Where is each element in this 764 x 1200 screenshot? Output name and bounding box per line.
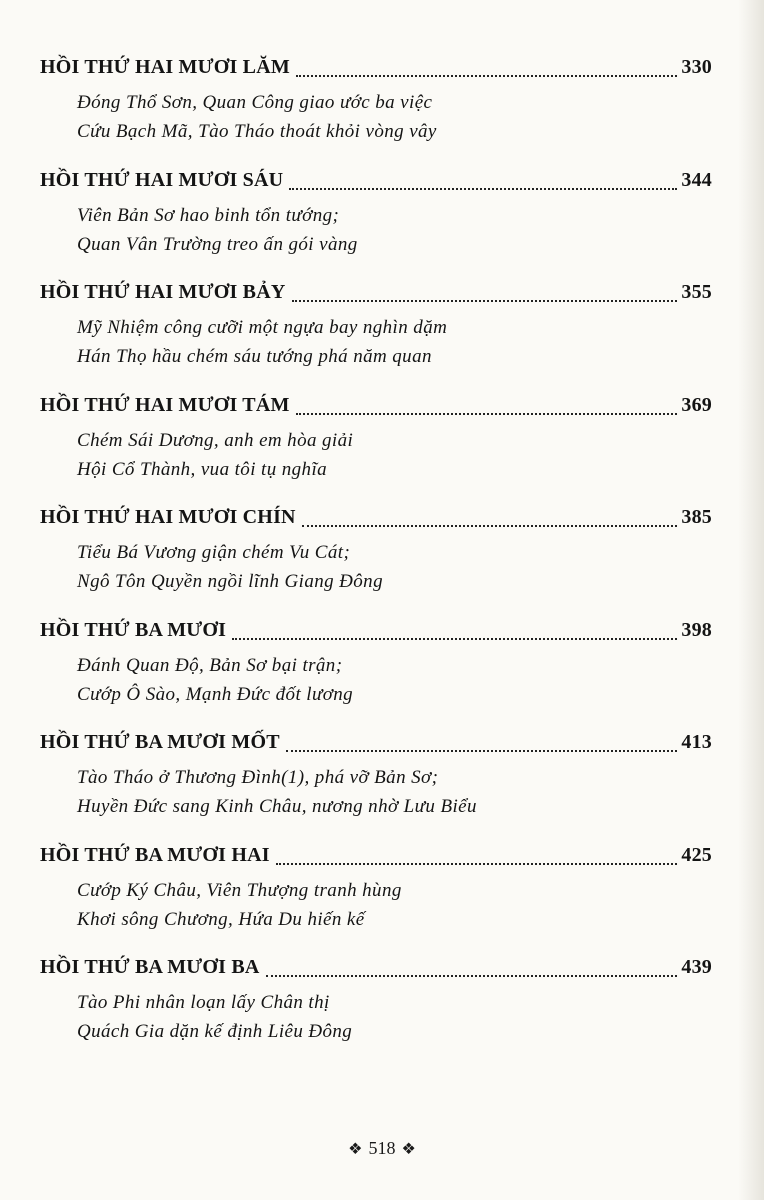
summary-line: Cướp Ký Châu, Viên Thượng tranh hùng bbox=[77, 879, 402, 901]
chapter-title: HỒI THỨ BA MƯƠI HAI bbox=[40, 843, 270, 866]
dot-leader bbox=[266, 975, 678, 977]
dot-leader bbox=[286, 750, 678, 752]
summary-line: Khơi sông Chương, Hứa Du hiến kế bbox=[77, 908, 365, 930]
summary-line: Quách Gia dặn kế định Liêu Đông bbox=[77, 1021, 353, 1042]
chapter-title: HỒI THỨ BA MƯƠI bbox=[40, 618, 227, 641]
summary-line: Chém Sái Dương, anh em hòa giải bbox=[77, 429, 354, 451]
ornament-left-icon: ❖ bbox=[348, 1141, 363, 1158]
chapter-page-number: 385 bbox=[681, 506, 712, 528]
chapter-heading bbox=[40, 281, 712, 313]
chapter-title: HỒI THỨ HAI MƯƠI CHÍN bbox=[40, 506, 296, 528]
dot-leader bbox=[302, 525, 678, 527]
dot-leader bbox=[276, 863, 678, 865]
chapter-summary bbox=[77, 651, 712, 709]
chapter-page-number: 355 bbox=[681, 281, 712, 303]
chapter-heading bbox=[40, 731, 712, 763]
toc-entry-6 bbox=[40, 619, 712, 732]
summary-line: Tiểu Bá Vương giận chém Vu Cát; bbox=[77, 542, 351, 563]
page-number: 518 bbox=[368, 1138, 396, 1158]
chapter-title: HỒI THỨ BA MƯƠI BA bbox=[40, 956, 260, 978]
chapter-summary bbox=[77, 201, 712, 259]
summary-line: Cứu Bạch Mã, Tào Tháo thoát khỏi vòng vây bbox=[77, 121, 437, 142]
toc-entry-5 bbox=[40, 506, 712, 619]
summary-line: Đóng Thổ Sơn, Quan Công giao ước ba việc bbox=[77, 92, 433, 113]
toc-entry-7 bbox=[40, 731, 712, 844]
chapter-page-number: 439 bbox=[681, 956, 712, 978]
chapter-summary bbox=[77, 538, 712, 596]
chapter-title: HỒI THỨ HAI MƯƠI BẢY bbox=[40, 281, 286, 303]
toc-entry-2 bbox=[40, 169, 712, 282]
chapter-summary bbox=[77, 88, 712, 146]
dot-leader bbox=[232, 638, 677, 640]
summary-line: Tào Phi nhân loạn lấy Chân thị bbox=[77, 992, 330, 1013]
chapter-page-number: 425 bbox=[681, 843, 712, 866]
dot-leader bbox=[296, 75, 677, 77]
chapter-summary bbox=[77, 876, 712, 934]
dot-leader bbox=[292, 300, 678, 302]
chapter-page-number: 330 bbox=[681, 56, 712, 78]
chapter-summary bbox=[77, 763, 712, 821]
page-edge-shadow bbox=[738, 0, 764, 1200]
summary-line: Quan Vân Trường treo ấn gói vàng bbox=[77, 233, 358, 255]
chapter-summary bbox=[77, 988, 712, 1046]
summary-line: Hội Cổ Thành, vua tôi tụ nghĩa bbox=[77, 458, 328, 480]
summary-line: Tào Tháo ở Thương Đình(1), phá vỡ Bản Sơ; bbox=[77, 767, 439, 788]
chapter-heading bbox=[40, 169, 712, 201]
chapter-page-number: 369 bbox=[681, 393, 712, 416]
toc-entry-3 bbox=[40, 281, 712, 394]
chapter-heading bbox=[40, 56, 712, 88]
summary-line: Huyền Đức sang Kinh Châu, nương nhờ Lưu Biểu bbox=[77, 796, 477, 817]
chapter-heading bbox=[40, 619, 712, 651]
chapter-heading bbox=[40, 956, 712, 988]
chapter-heading bbox=[40, 506, 712, 538]
toc-entry-9 bbox=[40, 956, 712, 1069]
chapter-title: HỒI THỨ HAI MƯƠI LĂM bbox=[40, 56, 290, 78]
chapter-page-number: 398 bbox=[681, 618, 712, 641]
chapter-heading bbox=[40, 394, 712, 426]
summary-line: Ngô Tôn Quyền ngồi lĩnh Giang Đông bbox=[77, 571, 383, 592]
table-of-contents bbox=[40, 56, 712, 1069]
chapter-title: HỒI THỨ BA MƯƠI MỐT bbox=[40, 731, 280, 753]
toc-entry-1 bbox=[40, 56, 712, 169]
chapter-summary bbox=[77, 426, 712, 484]
summary-line: Hán Thọ hầu chém sáu tướng phá năm quan bbox=[77, 346, 432, 367]
summary-line: Cướp Ô Sào, Mạnh Đức đốt lương bbox=[77, 683, 354, 705]
ornament-right-icon: ❖ bbox=[401, 1141, 416, 1158]
toc-entry-8 bbox=[40, 844, 712, 957]
toc-entry-4 bbox=[40, 394, 712, 507]
summary-line: Đánh Quan Độ, Bản Sơ bại trận; bbox=[77, 654, 343, 676]
dot-leader bbox=[289, 188, 677, 190]
summary-line: Mỹ Nhiệm công cưỡi một ngựa bay nghìn dặm bbox=[77, 317, 448, 338]
page-footer bbox=[0, 1138, 764, 1159]
chapter-heading bbox=[40, 844, 712, 876]
chapter-title: HỒI THỨ HAI MƯƠI TÁM bbox=[40, 393, 290, 416]
summary-line: Viên Bản Sơ hao binh tổn tướng; bbox=[77, 204, 340, 226]
chapter-summary bbox=[77, 313, 712, 371]
chapter-page-number: 413 bbox=[681, 731, 712, 753]
dot-leader bbox=[296, 413, 678, 415]
chapter-title: HỒI THỨ HAI MƯƠI SÁU bbox=[40, 168, 284, 191]
chapter-page-number: 344 bbox=[681, 168, 712, 191]
